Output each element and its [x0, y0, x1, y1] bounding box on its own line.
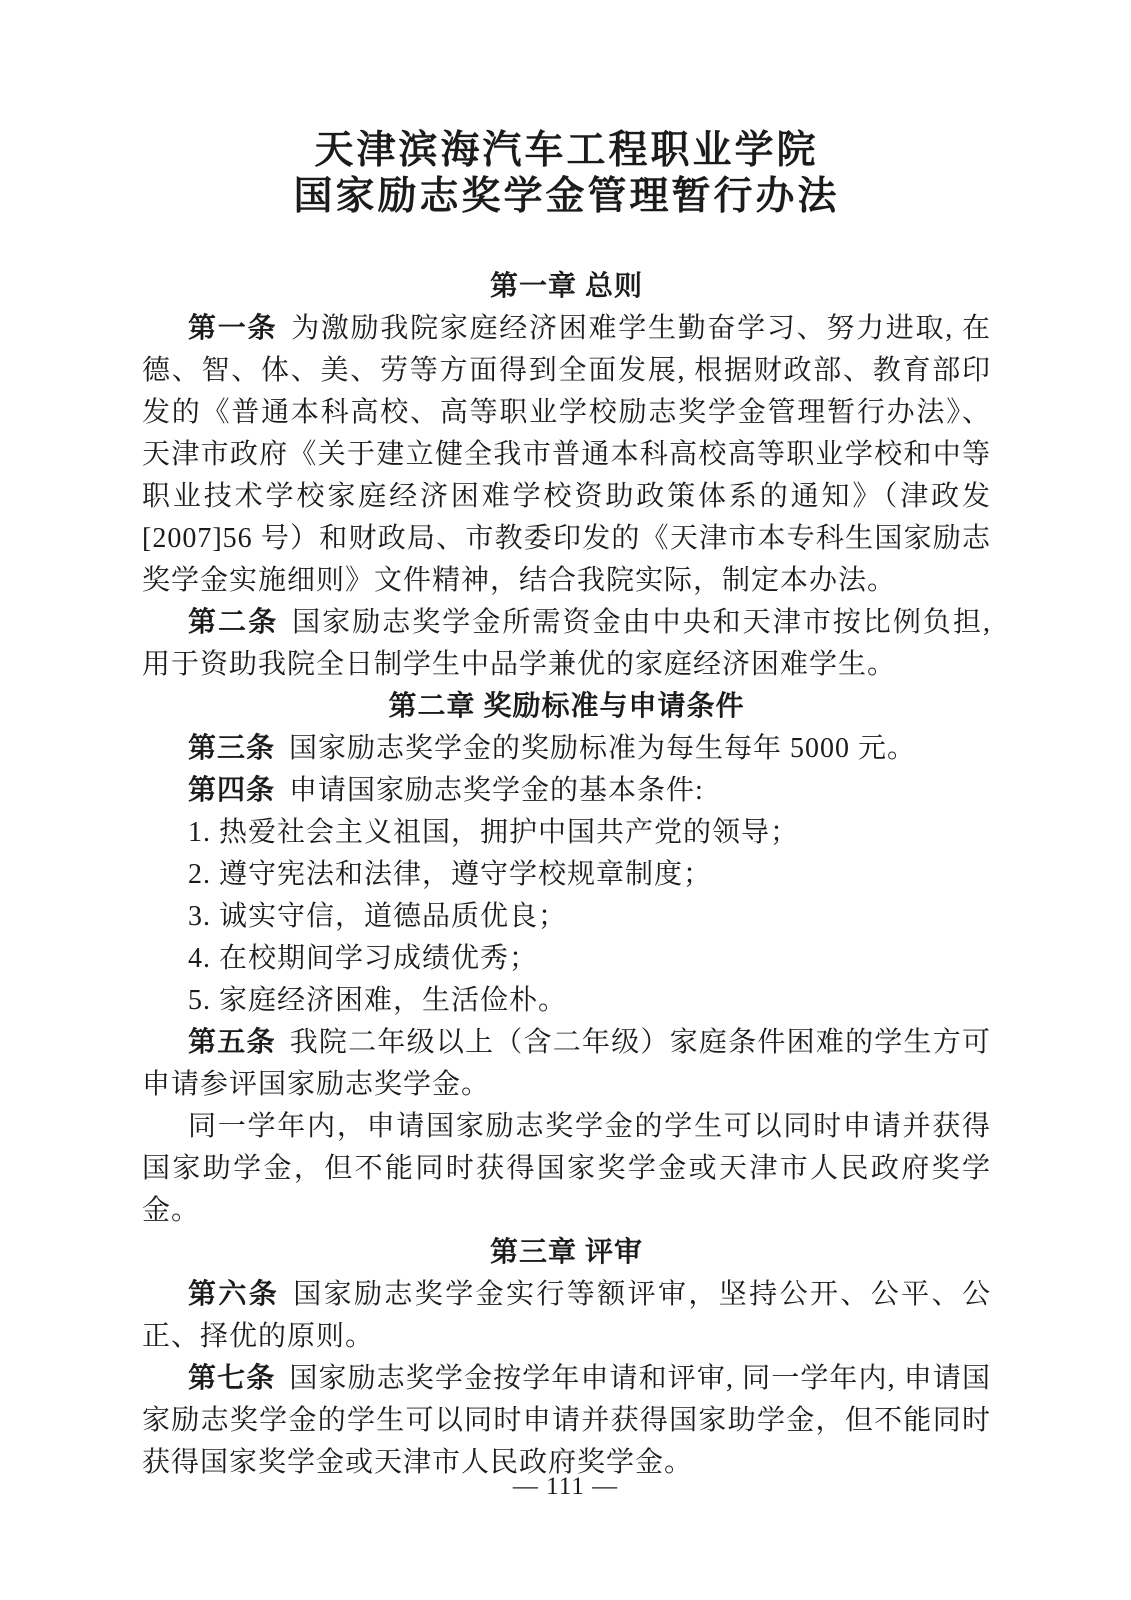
article4-paragraph — [142, 770, 991, 812]
article4-label: 第四条 — [188, 775, 276, 806]
document-title-line1: 天津滨海汽车工程职业学院 — [314, 129, 819, 172]
article2-text: 国家励志奖学金所需资金由中央和天津市按比例负担,用于资助我院全日制学生中品学兼优的家庭经济困难学生。 — [142, 607, 991, 680]
condition-item-5: 5. 家庭经济困难，生活俭朴。 — [188, 985, 568, 1016]
article5-text: 我院二年级以上（含二年级）家庭条件困难的学生方可申请参评国家励志奖学金。 — [142, 1027, 991, 1100]
article2-paragraph — [142, 602, 991, 686]
article6-label: 第六条 — [188, 1279, 280, 1310]
article5-paragraph — [142, 1022, 991, 1106]
article1-label: 第一条 — [188, 313, 278, 344]
document-title-line2: 国家励志奖学金管理暂行办法 — [293, 175, 840, 218]
article2-label: 第二条 — [188, 607, 279, 638]
article6-text: 国家励志奖学金实行等额评审，坚持公开、公平、公正、择优的原则。 — [142, 1279, 991, 1352]
article1-text: 为激励我院家庭经济困难学生勤奋学习、努力进取, 在德、智、体、美、劳等方面得到全面发展, 根据财政部、教育部印发的《普通本科高校、高等职业学校励志奖学金管理暂行办法》、天津市政府《关于建立健全我市普通本科高校高等职业学校和中等职业技术学校家庭经济困难学校资助政策体系的通知》（津政发[2007]56 号）和财政局、市教委印发的《天津市本专科生国家励志奖学金实施细则》文件精神，结合我院实际，制定本办法。 — [142, 313, 991, 596]
condition-item-2: 2. 遵守宪法和法律，遵守学校规章制度； — [188, 859, 713, 890]
chapter3-heading: 第三章 评审 — [489, 1237, 643, 1268]
article7-paragraph — [142, 1358, 991, 1484]
article7-label: 第七条 — [188, 1363, 276, 1394]
document-title — [142, 128, 991, 220]
article5-paragraph2: 同一学年内，申请国家励志奖学金的学生可以同时申请并获得国家助学金，但不能同时获得国家奖学金或天津市人民政府奖学金。 — [142, 1111, 991, 1226]
condition-item-3: 3. 诚实守信，道德品质优良； — [188, 901, 568, 932]
article3-label: 第三条 — [188, 733, 276, 764]
article3-text: 国家励志奖学金的奖励标准为每生每年 5000 元。 — [289, 733, 917, 764]
chapter1-heading: 第一章 总则 — [489, 271, 643, 302]
chapter2-heading: 第二章 奖励标准与申请条件 — [388, 691, 745, 722]
article6-paragraph — [142, 1274, 991, 1358]
condition-item-4: 4. 在校期间学习成绩优秀； — [188, 943, 539, 974]
article7-text: 国家励志奖学金按学年申请和评审, 同一学年内, 申请国家励志奖学金的学生可以同时申请并获得国家助学金，但不能同时获得国家奖学金或天津市人民政府奖学金。 — [142, 1363, 991, 1478]
article4-text: 申请国家励志奖学金的基本条件: — [289, 775, 704, 806]
article5-label: 第五条 — [188, 1027, 276, 1058]
article1-paragraph — [142, 308, 991, 602]
page-number: — 111 — — [512, 1473, 619, 1500]
condition-item-1: 1. 热爱社会主义祖国，拥护中国共产党的领导； — [188, 817, 800, 848]
article3-paragraph — [142, 728, 991, 770]
